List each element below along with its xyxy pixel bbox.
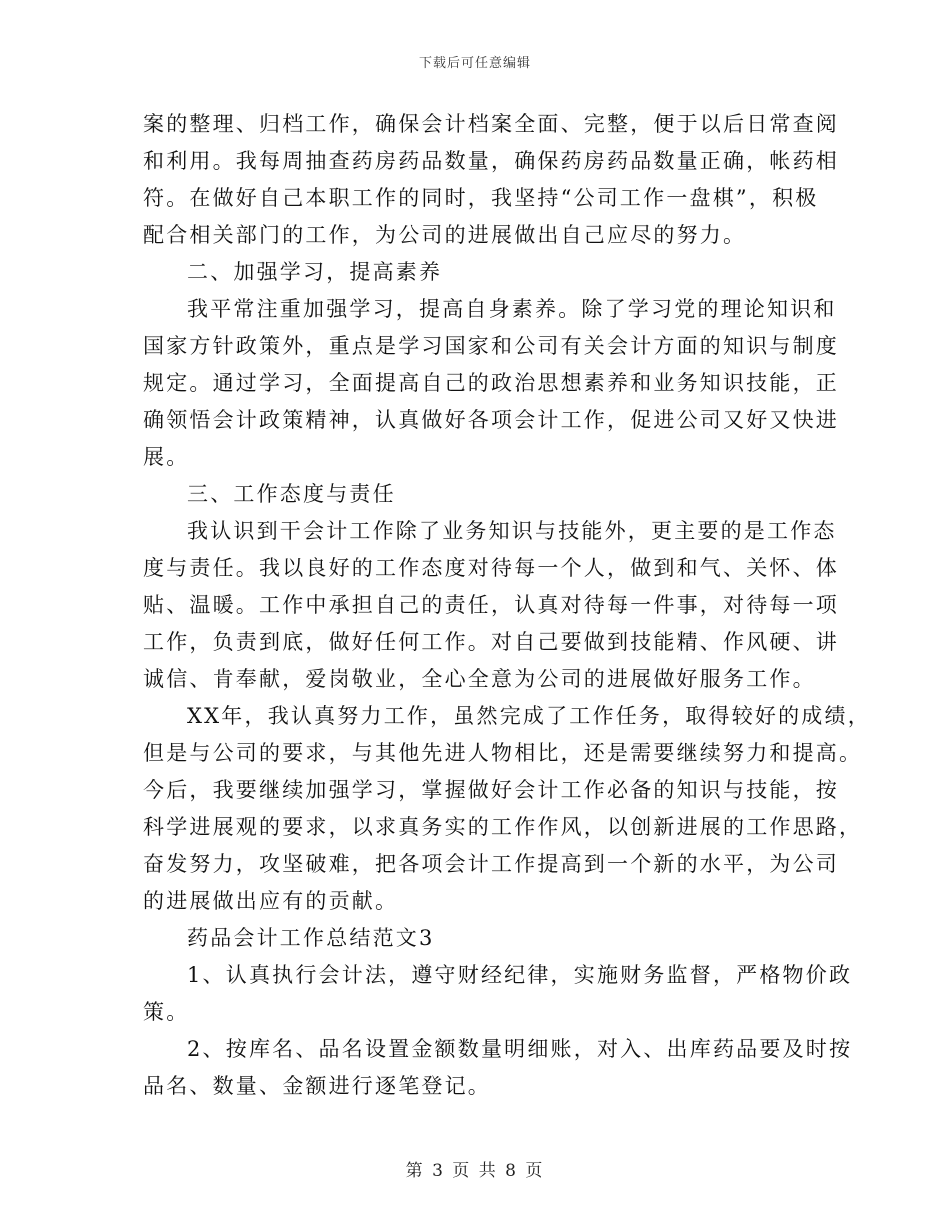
body-line: 的进展做出应有的贡献。 xyxy=(143,889,399,913)
list-item: 1、认真执行会计法，遵守财经纪律，实施财务监督，严格物价政 xyxy=(187,963,853,987)
body-line: 案的整理、归档工作，确保会计档案全面、完整，便于以后日常查阅 xyxy=(143,112,839,136)
body-line: 今后，我要继续加强学习，掌握做好会计工作必备的知识与技能，按 xyxy=(143,778,839,802)
section-heading: 二、加强学习，提高素养 xyxy=(187,260,443,284)
page-number: 第 3 页 共 8 页 xyxy=(405,1161,545,1181)
body-line: 配合相关部门的工作，为公司的进展做出自己应尽的努力。 xyxy=(143,223,747,247)
document-subtitle: 药品会计工作总结范文3 xyxy=(187,926,435,950)
body-line: 展。 xyxy=(143,445,190,469)
body-line: 贴、温暖。工作中承担自己的责任，认真对待每一件事，对待每一项 xyxy=(143,593,839,617)
body-line: 但是与公司的要求，与其他先进人物相比，还是需要继续努力和提高。 xyxy=(143,741,863,765)
body-line: 我认识到干会计工作除了业务知识与技能外，更主要的是工作态 xyxy=(187,519,837,543)
body-line: 度与责任。我以良好的工作态度对待每一个人，做到和气、关怀、体 xyxy=(143,556,839,580)
body-line: 规定。通过学习，全面提高自己的政治思想素养和业务知识技能，正 xyxy=(143,371,839,395)
body-line: 科学进展观的要求，以求真务实的工作作风，以创新进展的工作思路， xyxy=(143,815,863,839)
page-header-note: 下载后可任意编辑 xyxy=(418,56,531,71)
body-line: 奋发努力，攻坚破难，把各项会计工作提高到一个新的水平，为公司 xyxy=(143,852,839,876)
body-line: 工作，负责到底，做好任何工作。对自己要做到技能精、作风硬、讲 xyxy=(143,630,839,654)
body-line: 和利用。我每周抽查药房药品数量，确保药房药品数量正确，帐药相 xyxy=(143,149,839,173)
section-heading: 三、工作态度与责任 xyxy=(187,482,396,506)
list-item-continuation: 策。 xyxy=(143,1000,190,1024)
body-line: 确领悟会计政策精神，认真做好各项会计工作，促进公司又好又快进 xyxy=(143,408,839,432)
body-line: 国家方针政策外，重点是学习国家和公司有关会计方面的知识与制度 xyxy=(143,334,839,358)
body-line: 符。在做好自己本职工作的同时，我坚持“公司工作一盘棋”，积极 xyxy=(143,186,819,210)
list-item: 2、按库名、品名设置金额数量明细账，对入、出库药品要及时按 xyxy=(187,1037,853,1061)
body-line: 我平常注重加强学习，提高自身素养。除了学习党的理论知识和 xyxy=(187,297,837,321)
body-line: XX年，我认真努力工作，虽然完成了工作任务，取得较好的成绩， xyxy=(187,704,871,728)
document-body xyxy=(143,106,871,1105)
list-item-continuation: 品名、数量、金额进行逐笔登记。 xyxy=(143,1074,491,1098)
body-line: 诚信、肯奉献，爱岗敬业，全心全意为公司的进展做好服务工作。 xyxy=(143,667,816,691)
